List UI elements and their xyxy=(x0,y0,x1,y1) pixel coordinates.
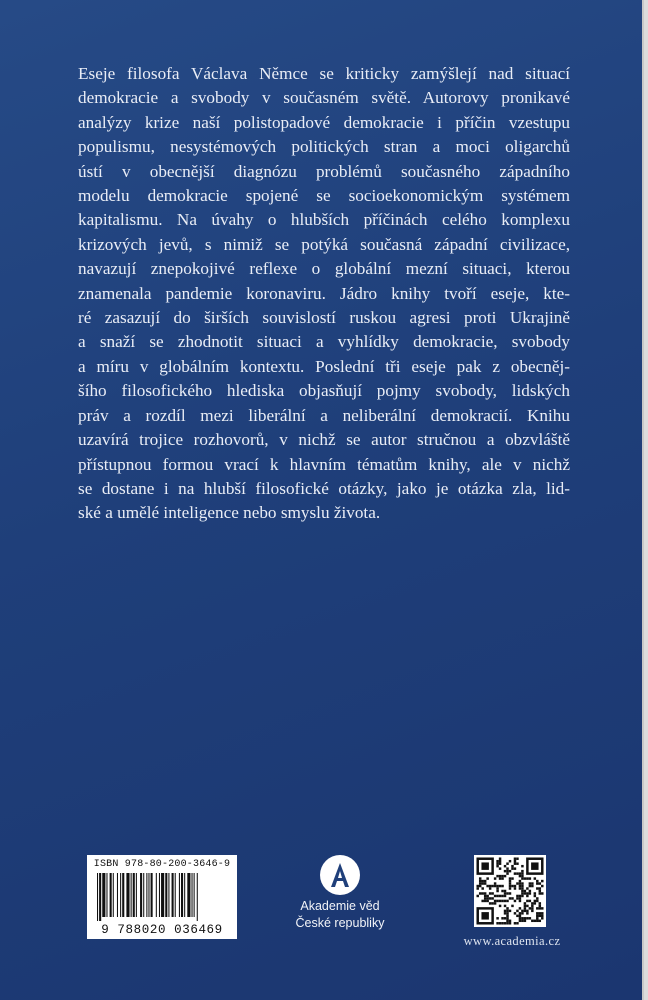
blurb-line: znamenala pandemie koronaviru. Jádro knihy tvoří eseje, kte- xyxy=(78,283,570,303)
blurb-line: kapitalismu. Na úvahy o hlubších příčinách celého komplexu xyxy=(78,210,570,230)
publisher-logo xyxy=(270,854,410,930)
blurb-line: a míru v globálním kontextu. Poslední tři eseje pak z obecněj- xyxy=(78,356,570,376)
blurb-line: ré zasazují do širších souvislostí ruskou agresi proti Ukrajině xyxy=(78,308,570,328)
qr-code xyxy=(474,855,546,927)
blurb-text xyxy=(78,62,570,526)
isbn-barcode xyxy=(87,855,237,939)
blurb-line: ústí v obecnější diagnózu problémů současného západního xyxy=(78,161,570,181)
blurb-line: šího filosofického hlediska objasňují pojmy svobody, lidských xyxy=(78,381,570,401)
blurb-line: modelu demokracie spojené se socioekonomickým systémem xyxy=(78,186,570,206)
blurb-line: krizových jevů, s nimiž se potýká současná západní civilizace, xyxy=(78,234,570,254)
publisher-name-line1: Akademie věd xyxy=(300,899,380,913)
blurb-line: se dostane i na hlubší filosofické otázky, jako je otázka zla, lid- xyxy=(78,478,570,498)
blurb-line: uzavírá trojice rozhovorů, v nichž se autor stručnou a obzvláště xyxy=(78,430,570,450)
qr-code-icon xyxy=(474,855,546,927)
blurb-line: populismu, nesystémových politických stran a moci oligarchů xyxy=(78,137,570,157)
barcode-bars xyxy=(93,873,231,921)
blurb-line: přístupnou formou vrací k hlavním tématům knihy, ale v nichž xyxy=(78,454,570,474)
barcode-digits: 9 788020 036469 xyxy=(101,923,223,937)
blurb-line: a snaží se zhodnotit situaci a vyhlídky demokracie, svobody xyxy=(78,332,570,352)
blurb-line: Eseje filosofa Václava Němce se kriticky zamýšlejí nad situací xyxy=(78,64,570,83)
isbn-label: ISBN 978-80-200-3646-9 xyxy=(93,859,231,870)
blurb-line: ské a umělé inteligence nebo smyslu života. xyxy=(78,503,381,523)
blurb-line: práv a rozdíl mezi liberální a neliberální demokracií. Knihu xyxy=(78,405,570,425)
academia-logo-icon xyxy=(319,854,361,896)
publisher-name-line2: České republiky xyxy=(295,916,385,930)
blurb-line: demokracie a svobody v současném světě. Autorovy pronikavé xyxy=(78,88,570,108)
publisher-url: www.academia.cz xyxy=(463,934,561,948)
blurb-line: navazují znepokojivé reflexe o globální mezní situaci, kterou xyxy=(78,259,570,279)
blurb-line: analýzy krize naší polistopadové demokracie i příčin vzestupu xyxy=(78,112,570,132)
